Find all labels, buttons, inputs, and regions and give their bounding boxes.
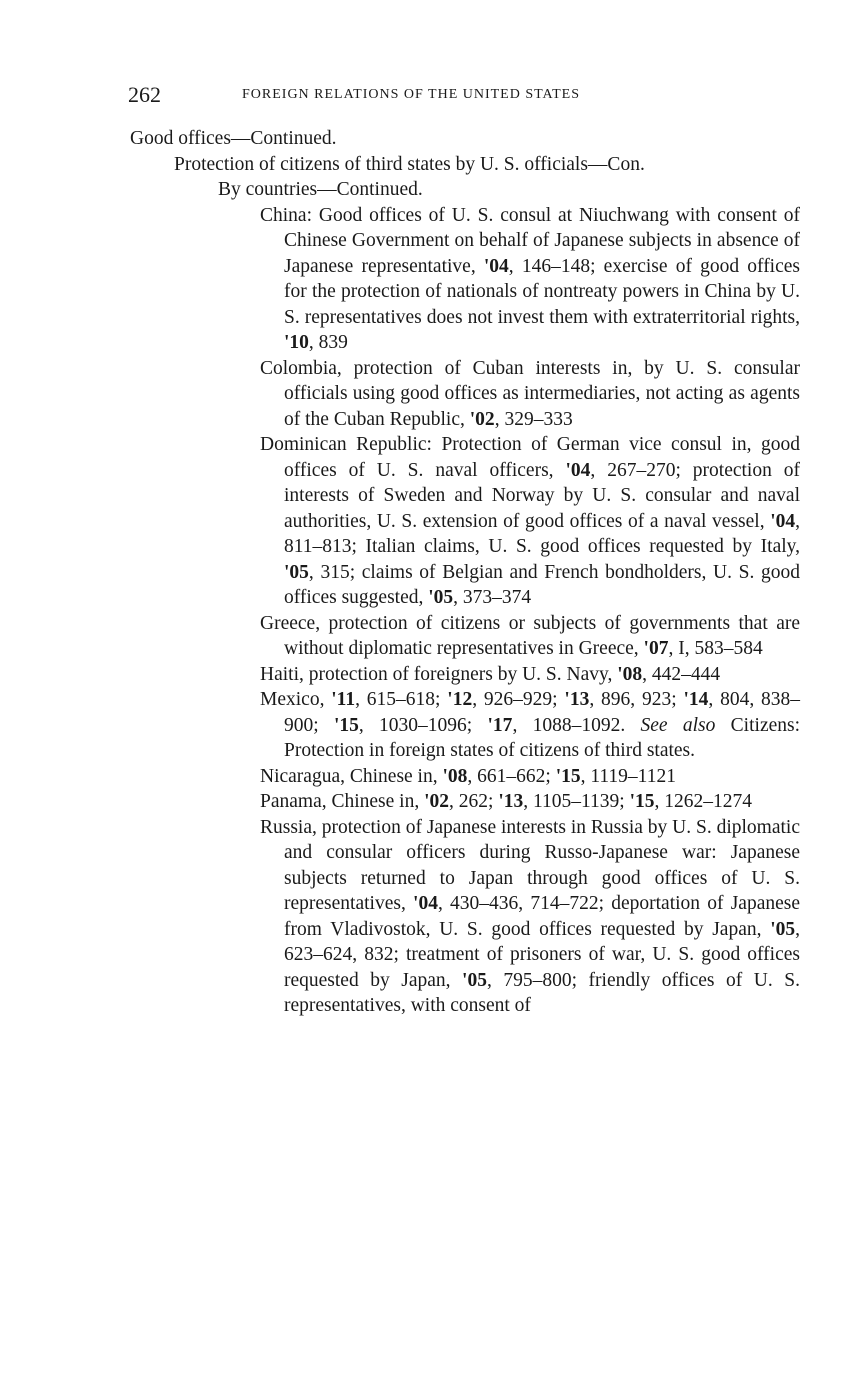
entry-text: , I, 583–584 [668, 638, 763, 659]
entry-text: , 811–813; Italian claims, U. S. good offices requested by Italy, [284, 510, 800, 557]
year-ref: '02 [469, 408, 495, 430]
year-ref: '05 [770, 918, 796, 940]
year-ref: '15 [333, 714, 359, 736]
year-ref: '05 [284, 561, 309, 583]
year-ref: '04 [483, 255, 509, 277]
index-entry [130, 687, 800, 764]
entry-text: , 315; claims of Belgian and French bondholders, U. S. good offices suggested, [284, 561, 800, 608]
entry-text: , 329–333 [494, 408, 573, 430]
entry-text: Russia, protection of Japanese interests in Russia by U. S. diplomatic and consular officers during Russo-Japanese war: Japanese subjects returned to Japan through good offices of U. S. representatives, [260, 816, 800, 914]
year-ref: '15 [555, 765, 581, 787]
entry-text: , 262; [449, 791, 499, 812]
year-ref: '11 [331, 689, 356, 710]
year-ref: '08 [442, 765, 468, 787]
year-ref: '05 [428, 587, 454, 608]
year-ref: '07 [643, 638, 669, 659]
year-ref: '04 [565, 459, 591, 481]
year-ref: '15 [629, 791, 655, 812]
running-head: FOREIGN RELATIONS OF THE UNITED STATES [242, 87, 581, 102]
index-entry [130, 432, 800, 611]
entry-text: , 442–444 [642, 663, 721, 685]
year-ref: '02 [424, 791, 450, 812]
year-ref: '04 [770, 510, 796, 532]
cross-ref: See also [640, 714, 716, 736]
year-ref: '10 [284, 332, 309, 353]
page-number: 262 [128, 82, 161, 107]
entry-text: Nicaragua, Chinese in, [260, 765, 443, 787]
entry-text: Panama, Chinese in, [260, 791, 425, 812]
entry-text: , 896, 923; [589, 689, 684, 710]
entry-text: , 1262–1274 [654, 791, 753, 812]
index-entries [130, 126, 800, 1019]
entry-text: China: Good offices of U. S. consul at Niuchwang with consent of Chinese Government on behalf of Japanese subjects in absence of Japanese representative, [260, 204, 800, 277]
entry-text: , 1105–1139; [523, 791, 630, 812]
entry-text: , 615–618; [355, 689, 448, 710]
entry-text: Haiti, protection of foreigners by U. S. Navy, [260, 663, 618, 685]
entry-text: , 430–436, 714–722; deportation of Japanese from Vladivostok, U. S. good offices requested by Japan, [284, 893, 800, 940]
year-ref: '04 [413, 893, 438, 914]
entry-text: , 1030–1096; [358, 714, 488, 736]
country-entries [130, 203, 800, 1019]
entry-text: , 146–148; exercise of good offices for the protection of nationals of nontreaty powers in China by U. S. representatives does not invest them with extraterritorial rights, [284, 255, 801, 328]
index-entry [130, 356, 800, 433]
entry-text: , 1088–1092. [512, 714, 641, 736]
entry-text: , 804, 838–900; [284, 689, 801, 736]
index-entry [130, 662, 800, 688]
index-entry [130, 611, 800, 662]
entry-text: , 839 [308, 332, 348, 353]
entry-text: Mexico, [260, 689, 332, 710]
page-header [128, 80, 800, 110]
index-entry [130, 203, 800, 356]
year-ref: '17 [487, 714, 513, 736]
entry-text: , 623–624, 832; treatment of prisoners of war, U. S. good offices requested by Japan, [284, 918, 800, 991]
entry-text: Colombia, protection of Cuban interests in, by U. S. consular officials using good offices as intermediaries, not acting as agents of the Cuban Republic, [260, 357, 800, 430]
year-ref: '12 [447, 689, 473, 710]
entry-text: Dominican Republic: Protection of German vice consul in, good offices of U. S. naval officers, [260, 434, 800, 481]
entry-text: Citizens: Protection in foreign states of citizens of third states. [284, 714, 801, 761]
index-heading-level-2: By countries—Continued. [218, 179, 423, 200]
entry-text: Greece, protection of citizens or subjects of governments that are without diplomatic representatives in Greece, [260, 612, 800, 659]
year-ref: '14 [683, 689, 709, 710]
index-heading-level-1: Protection of citizens of third states by U. S. officials—Con. [174, 153, 645, 175]
year-ref: '13 [564, 689, 590, 710]
entry-text: , 267–270; protection of interests of Sweden and Norway by U. S. consular and naval authorities, U. S. extension of good offices of a naval vessel, [284, 459, 801, 532]
year-ref: '08 [617, 663, 643, 685]
entry-text: , 926–929; [472, 689, 565, 710]
entry-text: , 1119–1121 [580, 765, 676, 787]
index-entry [130, 815, 800, 1019]
index-heading-level-0: Good offices—Continued. [130, 128, 337, 149]
entry-text: , 661–662; [467, 765, 556, 787]
index-entry [130, 764, 800, 790]
year-ref: '13 [498, 791, 524, 812]
year-ref: '05 [462, 969, 487, 991]
index-entry [130, 789, 800, 815]
entry-text: , 373–374 [453, 587, 532, 608]
entry-text: , 795–800; friendly offices of U. S. representatives, with consent of [284, 969, 800, 1016]
